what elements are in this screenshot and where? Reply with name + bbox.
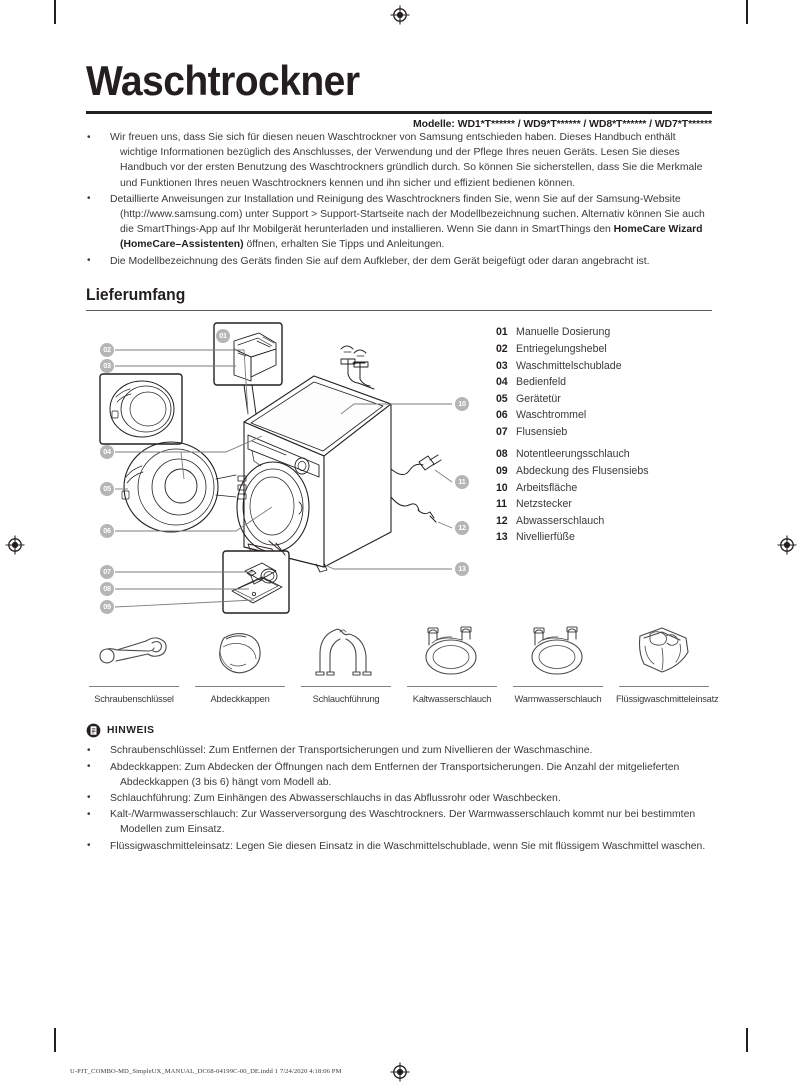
accessory-label-liquid-insert: Flüssigwaschmitteleinsatz bbox=[616, 694, 719, 705]
accessory-baseline bbox=[513, 686, 603, 687]
part-label: Gerätetür bbox=[516, 392, 561, 405]
callout-badge-11: 11 bbox=[455, 475, 469, 489]
accessory-labels-row bbox=[86, 693, 719, 705]
cold-water-hose-icon bbox=[415, 626, 489, 681]
parts-diagram-area bbox=[86, 319, 712, 619]
models-line: Modelle: WD1*T****** / WD9*T****** / WD8*T****** / WD7*T****** bbox=[413, 118, 712, 130]
accessory-item-wrench bbox=[86, 625, 182, 687]
part-number: 07 bbox=[496, 425, 508, 438]
callout-badge-04: 04 bbox=[100, 445, 114, 459]
note-bullet-2-text: • Abdeckkappen: Zum Abdecken der Öffnungen nach dem Entfernen der Transportsicherungen. Die Anzahl der mitgelieferten Abdeckkappen (3 bis 6) hängt vom Modell ab. bbox=[110, 761, 680, 788]
part-item-10 bbox=[496, 480, 716, 497]
accessory-item-hot-hose bbox=[510, 625, 606, 687]
intro-bullet-2 bbox=[86, 192, 712, 253]
hose-guide-icon bbox=[310, 626, 382, 681]
intro-bullet-2-part2: öffnen, erhalten Sie Tipps und Anleitungen. bbox=[243, 239, 445, 251]
part-label: Waschtrommel bbox=[516, 409, 587, 422]
part-number: 10 bbox=[496, 481, 508, 494]
part-number: 11 bbox=[496, 498, 507, 511]
note-bullet-5-text: • Flüssigwaschmitteleinsatz: Legen Sie diesen Einsatz in die Waschmittelschublade, wenn Sie mit flüssigem Waschmittel waschen. bbox=[110, 840, 706, 852]
crop-mark-bottom-left bbox=[54, 1028, 56, 1052]
note-block bbox=[86, 723, 712, 853]
accessory-label-caps: Abdeckkappen bbox=[210, 694, 270, 705]
note-bullet-1-text: • Schraubenschlüssel: Zum Entfernen der Transportsicherungen und zum Nivellieren der Waschmaschine. bbox=[110, 745, 593, 757]
part-item-03 bbox=[496, 358, 716, 375]
registration-mark-bottom bbox=[390, 1062, 410, 1082]
part-label: Abwasserschlauch bbox=[516, 514, 605, 527]
accessory-baseline bbox=[89, 686, 179, 687]
intro-bullet-3 bbox=[86, 254, 712, 269]
accessory-item-caps bbox=[192, 625, 288, 687]
note-bullet-1 bbox=[86, 743, 712, 758]
part-number: 12 bbox=[496, 514, 508, 527]
crop-mark-top-right bbox=[746, 0, 748, 24]
intro-bullet-1-text: • Wir freuen uns, dass Sie sich für diesen neuen Waschtrockner von Samsung entschieden haben. Dieses Handbuch enthält wichtige Informationen bezüglich des Anschlusses, der Verwendung und der Pflege Ihres neuen Geräts. Lesen Sie dieses Handbuch vor der ersten Benutzung des Waschtrockners gründlich durch. So können Sie sicherstellen, dass Sie die Merkmale und Funktionen Ihres neuen Waschtrockners kennen und ihn sicher und effizient bedienen können. bbox=[110, 132, 703, 189]
part-label: Manuelle Dosierung bbox=[516, 326, 611, 339]
part-item-02 bbox=[496, 341, 716, 358]
part-item-07 bbox=[496, 424, 716, 441]
note-bullet-4-text: • Kalt-/Warmwasserschlauch: Zur Wasserversorgung des Waschtrockners. Der Warmwasserschlauch kommt nur bei bestimmten Modellen zum Einsatz. bbox=[110, 809, 696, 836]
crop-mark-top-left bbox=[54, 0, 56, 24]
accessory-item-cold-hose bbox=[404, 625, 500, 687]
homecare-wizard-emphasis: HomeCare Wizard (HomeCare–Assistenten) bbox=[120, 224, 703, 251]
title-divider bbox=[86, 111, 712, 114]
manual-page bbox=[86, 57, 719, 855]
part-number: 03 bbox=[496, 359, 508, 372]
accessory-label-hose-guide: Schlauchführung bbox=[312, 694, 380, 705]
accessory-label-hot-hose: Warmwasserschlauch bbox=[514, 694, 602, 705]
cap-icon bbox=[210, 626, 270, 681]
note-bullet-2 bbox=[86, 760, 712, 790]
section-lieferumfang bbox=[86, 286, 712, 312]
liquid-detergent-insert-icon bbox=[632, 626, 696, 681]
callout-badge-06: 06 bbox=[100, 524, 114, 538]
print-footer: U-PJT_COMBO-MD_SimpleUX_MANUAL_DC68-04199C-00_DE.indd 1 7/24/2020 4:18:06 PM bbox=[70, 1068, 342, 1075]
accessory-baseline bbox=[407, 686, 497, 687]
callout-badge-09: 09 bbox=[100, 600, 114, 614]
part-item-12 bbox=[496, 513, 716, 530]
note-header bbox=[86, 723, 712, 738]
callout-badge-07: 07 bbox=[100, 565, 114, 579]
part-label: Flusensieb bbox=[516, 425, 568, 438]
callout-badge-01: 01 bbox=[216, 329, 230, 343]
note-bullet-3-text: • Schlauchführung: Zum Einhängen des Abwasserschlauchs in das Abflussrohr oder Waschbecken. bbox=[110, 792, 561, 804]
part-item-13 bbox=[496, 529, 716, 546]
part-item-06 bbox=[496, 407, 716, 424]
washer-dryer-diagram bbox=[86, 319, 486, 619]
part-label: Waschmittelschublade bbox=[516, 359, 622, 372]
intro-bullet-list bbox=[86, 130, 712, 269]
hot-water-hose-icon bbox=[521, 626, 595, 681]
part-label: Entriegelungshebel bbox=[516, 342, 607, 355]
crop-mark-bottom-right bbox=[746, 1028, 748, 1052]
section-divider bbox=[86, 310, 712, 312]
note-title: HINWEIS bbox=[107, 725, 155, 737]
note-bullet-list bbox=[86, 743, 712, 853]
part-number: 08 bbox=[496, 448, 508, 461]
callout-badge-13: 13 bbox=[455, 562, 469, 576]
part-number: 13 bbox=[496, 531, 508, 544]
part-label: Nivellierfüße bbox=[516, 531, 575, 544]
note-bullet-3 bbox=[86, 791, 712, 806]
part-label: Abdeckung des Flusensiebs bbox=[516, 465, 649, 478]
accessory-baseline bbox=[301, 686, 391, 687]
part-item-01 bbox=[496, 324, 716, 341]
note-bullet-4 bbox=[86, 807, 712, 837]
part-number: 06 bbox=[496, 409, 508, 422]
part-item-08 bbox=[496, 446, 716, 463]
section-heading: Lieferumfang bbox=[86, 285, 186, 304]
part-item-09 bbox=[496, 463, 716, 480]
intro-bullet-1 bbox=[86, 130, 712, 191]
note-document-icon bbox=[86, 723, 101, 738]
accessory-item-hose-guide bbox=[298, 625, 394, 687]
accessory-baseline bbox=[619, 686, 709, 687]
part-number: 01 bbox=[496, 326, 508, 339]
registration-mark-right bbox=[777, 535, 797, 555]
title-block bbox=[86, 57, 712, 130]
part-number: 05 bbox=[496, 392, 508, 405]
callout-badge-03: 03 bbox=[100, 359, 114, 373]
parts-list bbox=[496, 324, 716, 546]
part-label: Arbeitsfläche bbox=[516, 481, 578, 494]
callout-badge-05: 05 bbox=[100, 482, 114, 496]
intro-bullet-3-text: • Die Modellbezeichnung des Geräts finden Sie auf dem Aufkleber, der dem Gerät beigefügt oder daran angebracht ist. bbox=[110, 255, 650, 267]
intro-bullet-2-part1: Detaillierte Anweisungen zur Installation und Reinigung des Waschtrockners finden Sie, wenn Sie auf der Samsung-Website (http://www.samsung.com) unter Support > Support-Startseite nach der Modellbezeichnung suchen. Alternativ können Sie auch die SmartThings-App auf Ihr Mobilgerät herunterladen und installieren. Wenn Sie dann in SmartThings den bbox=[110, 193, 705, 236]
callout-badge-12: 12 bbox=[455, 521, 469, 535]
part-label: Netzstecker bbox=[516, 498, 572, 511]
part-item-04 bbox=[496, 374, 716, 391]
accessory-label-wrench: Schraubenschlüssel bbox=[94, 694, 174, 705]
accessory-item-liquid-insert bbox=[616, 625, 712, 687]
accessory-label-cold-hose: Kaltwasserschlauch bbox=[412, 694, 492, 705]
page-title: Waschtrockner bbox=[86, 57, 360, 104]
part-item-11 bbox=[496, 496, 716, 513]
note-bullet-5 bbox=[86, 839, 712, 854]
wrench-icon bbox=[94, 630, 174, 681]
callout-badge-02: 02 bbox=[100, 343, 114, 357]
intro-bullet-2-text bbox=[98, 192, 712, 253]
part-number: 04 bbox=[496, 376, 508, 389]
accessories-strip bbox=[86, 625, 719, 709]
callout-badge-08: 08 bbox=[100, 582, 114, 596]
part-number: 09 bbox=[496, 465, 508, 478]
part-label: Notentleerungsschlauch bbox=[516, 448, 630, 461]
registration-mark-top bbox=[390, 5, 410, 25]
part-item-05 bbox=[496, 391, 716, 408]
accessory-baseline bbox=[195, 686, 285, 687]
accessory-icons-row bbox=[86, 625, 712, 687]
part-label: Bedienfeld bbox=[516, 376, 567, 389]
part-number: 02 bbox=[496, 342, 508, 355]
callout-badge-10: 10 bbox=[455, 397, 469, 411]
registration-mark-left bbox=[5, 535, 25, 555]
